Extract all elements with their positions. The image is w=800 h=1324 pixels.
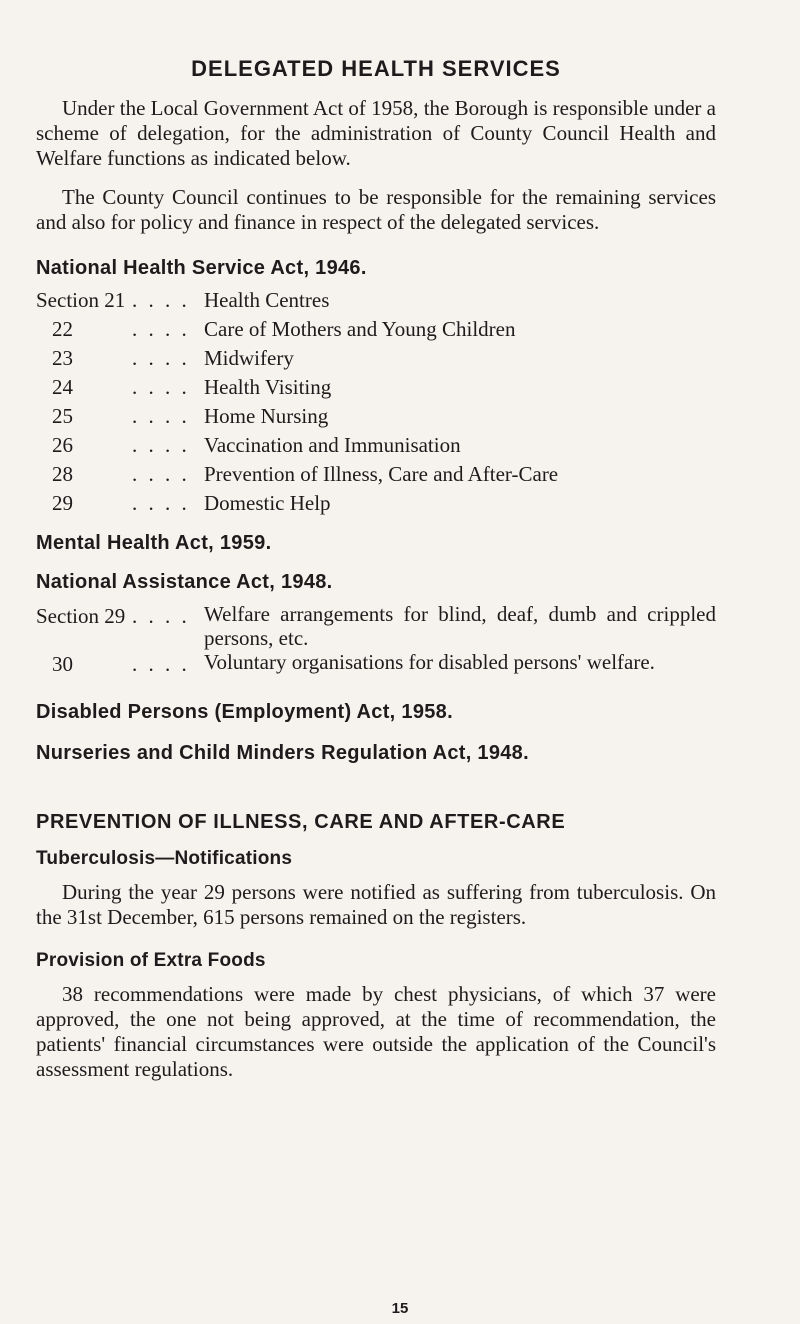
section-description: Health Centres — [204, 288, 330, 312]
section-number: 29 — [52, 491, 73, 515]
section-number: 22 — [52, 317, 73, 341]
naa-sections-list — [36, 602, 716, 679]
leader-dots: . . . . — [132, 317, 190, 341]
leader-dots: . . . . — [132, 604, 190, 628]
section-number: 24 — [52, 375, 73, 399]
disabled-persons-act-heading: Disabled Persons (Employment) Act, 1958. — [36, 701, 453, 723]
nurseries-act-heading: Nurseries and Child Minders Regulation Act, 1948. — [36, 742, 529, 764]
leader-dots: . . . . — [132, 404, 190, 428]
leader-dots: . . . . — [132, 491, 190, 515]
nhs-sections-list — [36, 286, 716, 518]
section-number: 23 — [52, 346, 73, 370]
section-number: 21 — [104, 288, 126, 312]
section-description: Vaccination and Immunisation — [204, 433, 461, 457]
extra-foods-paragraph: 38 recommendations were made by chest physicians, of which 37 were approved, the one not being approved, at the time of recommendation, the patients' financial circumstances were outside the application of the Council's assessment regulations. — [36, 982, 716, 1081]
leader-dots: . . . . — [132, 288, 190, 312]
list-item — [36, 402, 716, 431]
page-title: DELEGATED HEALTH SERVICES — [191, 56, 561, 81]
list-item — [36, 315, 716, 344]
national-assistance-act-heading: National Assistance Act, 1948. — [36, 571, 333, 593]
leader-dots: . . . . — [132, 433, 190, 457]
leader-dots: . . . . — [132, 375, 190, 399]
leader-dots: . . . . — [132, 346, 190, 370]
section-number: 30 — [52, 652, 73, 676]
section-description: Voluntary organisations for disabled persons' welfare. — [204, 650, 655, 674]
nhs-act-heading: National Health Service Act, 1946. — [36, 257, 367, 279]
list-item — [36, 431, 716, 460]
list-item — [36, 650, 716, 679]
tuberculosis-heading: Tuberculosis—Notifications — [36, 848, 293, 869]
leader-dots: . . . . — [132, 652, 190, 676]
section-label: Section — [36, 288, 99, 312]
list-item — [36, 373, 716, 402]
list-item — [36, 286, 716, 315]
section-description: Midwifery — [204, 346, 294, 370]
section-description: Domestic Help — [204, 491, 331, 515]
tuberculosis-paragraph: During the year 29 persons were notified as suffering from tuberculosis. On the 31st December, 615 persons remained on the registers. — [36, 880, 716, 929]
intro-paragraph-2: The County Council continues to be responsible for the remaining services and also for policy and finance in respect of the delegated services. — [36, 185, 716, 234]
list-item — [36, 344, 716, 373]
section-number: 28 — [52, 462, 73, 486]
section-number: 29 — [104, 604, 126, 628]
mental-health-act-heading: Mental Health Act, 1959. — [36, 532, 272, 554]
section-description: Health Visiting — [204, 375, 332, 399]
section-number: 25 — [52, 404, 73, 428]
intro-paragraph-1: Under the Local Government Act of 1958, the Borough is responsible under a scheme of delegation, for the administration of County Council Health and Welfare functions as indicated below. — [36, 96, 716, 170]
list-item — [36, 460, 716, 489]
section-description: Home Nursing — [204, 404, 329, 428]
list-item — [36, 602, 716, 650]
extra-foods-heading: Provision of Extra Foods — [36, 950, 266, 971]
section-description: Care of Mothers and Young Children — [204, 317, 516, 341]
prevention-heading: PREVENTION OF ILLNESS, CARE AND AFTER-CARE — [36, 811, 566, 833]
section-number: 26 — [52, 433, 73, 457]
leader-dots: . . . . — [132, 462, 190, 486]
section-description: Prevention of Illness, Care and After-Care — [204, 462, 559, 486]
page-number: 15 — [391, 1300, 409, 1317]
list-item — [36, 489, 716, 518]
section-description: Welfare arrangements for blind, deaf, dumb and crippled persons, etc. — [204, 602, 716, 650]
document-page — [36, 56, 716, 1082]
section-label: Section — [36, 604, 99, 628]
